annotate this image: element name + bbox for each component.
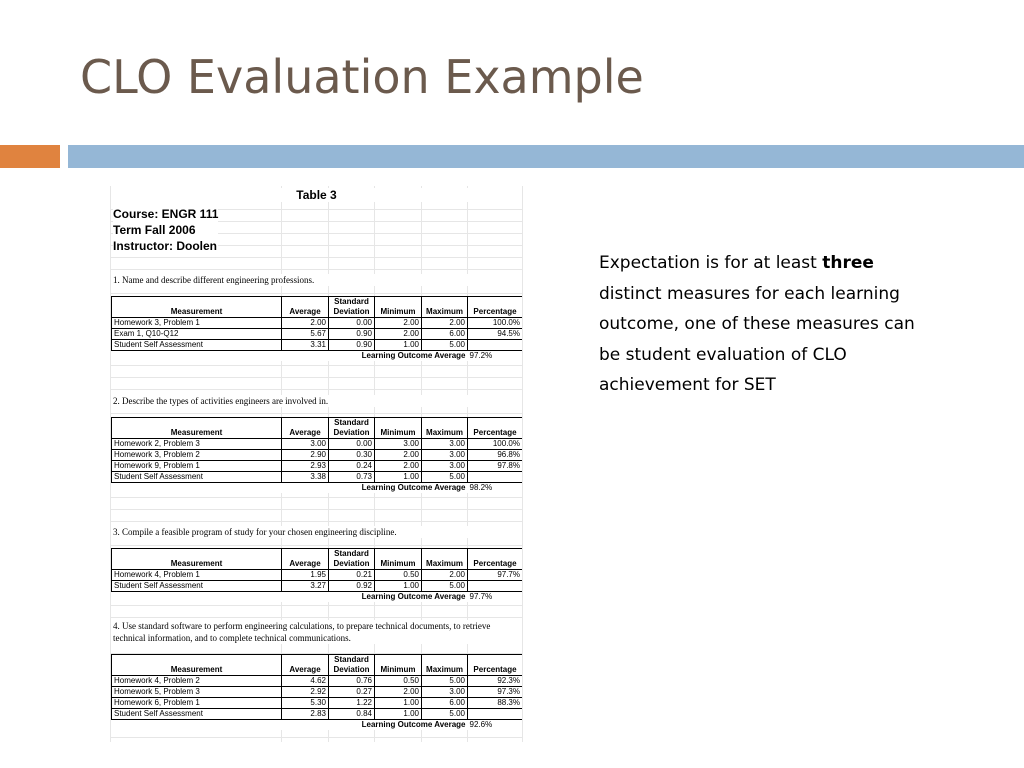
table-cell: Homework 4, Problem 2 — [112, 676, 282, 687]
table-cell: 3.00 — [422, 687, 468, 698]
course-name: Course: ENGR 111 — [113, 207, 219, 221]
col-header-percentage: Percentage — [468, 297, 523, 318]
table-cell: 5.00 — [422, 676, 468, 687]
table-cell: 0.21 — [329, 570, 375, 581]
col-header-measurement: Measurement — [112, 549, 282, 570]
table-cell: 1.00 — [375, 709, 422, 720]
blank-cell — [112, 720, 282, 731]
table-cell: 6.00 — [422, 329, 468, 340]
outcome-average-row — [112, 720, 523, 731]
table-cell: 0.27 — [329, 687, 375, 698]
measures-table — [111, 548, 523, 602]
table-cell: 5.00 — [422, 709, 468, 720]
col-header-minimum: Minimum — [375, 549, 422, 570]
measures-table — [111, 417, 523, 493]
col-header-std-dev — [329, 418, 375, 439]
table-row — [112, 570, 523, 581]
blank-cell — [282, 483, 329, 494]
table-cell: 0.73 — [329, 472, 375, 483]
col-header-percentage: Percentage — [468, 655, 523, 676]
blank-cell — [282, 351, 329, 362]
course-info — [113, 206, 218, 254]
table-cell: 3.38 — [282, 472, 329, 483]
table-cell: 5.67 — [282, 329, 329, 340]
table-cell: Exam 1, Q10-Q12 — [112, 329, 282, 340]
table-cell: 1.00 — [375, 581, 422, 592]
col-header-minimum: Minimum — [375, 297, 422, 318]
table-row — [112, 329, 523, 340]
table-cell: 0.00 — [329, 318, 375, 329]
std-dev-line2: Deviation — [333, 307, 370, 316]
table-cell: 1.95 — [282, 570, 329, 581]
table-cell: 1.00 — [375, 472, 422, 483]
table-cell: 5.00 — [422, 581, 468, 592]
table-cell: Homework 9, Problem 1 — [112, 461, 282, 472]
col-header-average: Average — [282, 549, 329, 570]
table-cell: Student Self Assessment — [112, 581, 282, 592]
col-header-std-dev — [329, 549, 375, 570]
outcome-heading: 1. Name and describe different engineering professions. — [111, 274, 522, 286]
outcome-average-row — [112, 592, 523, 603]
table-cell: 6.00 — [422, 698, 468, 709]
outcome-heading: 2. Describe the types of activities engineers are involved in. — [111, 395, 522, 407]
table-cell: 2.00 — [375, 318, 422, 329]
table-cell: 2.00 — [375, 687, 422, 698]
col-header-measurement: Measurement — [112, 418, 282, 439]
table-cell: 3.31 — [282, 340, 329, 351]
col-header-minimum: Minimum — [375, 655, 422, 676]
blank-cell — [112, 351, 282, 362]
table-cell: 2.93 — [282, 461, 329, 472]
measures-table — [111, 654, 523, 730]
col-header-average: Average — [282, 655, 329, 676]
table-cell — [468, 472, 523, 483]
col-header-std-dev — [329, 655, 375, 676]
outcome-section — [111, 620, 522, 730]
table-cell: 0.90 — [329, 340, 375, 351]
table-cell — [468, 709, 523, 720]
col-header-percentage: Percentage — [468, 418, 523, 439]
table-row — [112, 340, 523, 351]
table-cell: 3.27 — [282, 581, 329, 592]
outcome-heading: 4. Use standard software to perform engineering calculations, to prepare technical documents, to retrieve technical information, and to complete technical communications. — [111, 620, 522, 644]
table-cell: Homework 5, Problem 3 — [112, 687, 282, 698]
table-cell: 97.3% — [468, 687, 523, 698]
table-cell: 0.50 — [375, 676, 422, 687]
outcome-average-value: 97.2% — [469, 351, 493, 360]
col-header-maximum: Maximum — [422, 655, 468, 676]
table-row — [112, 709, 523, 720]
std-dev-line1: Standard — [334, 418, 369, 427]
outcome-section — [111, 395, 522, 493]
table-cell: 2.00 — [375, 329, 422, 340]
outcome-average-value: 98.2% — [469, 483, 493, 492]
table-cell: 3.00 — [422, 461, 468, 472]
course-instructor: Instructor: Doolen — [113, 239, 217, 253]
spreadsheet-image — [110, 186, 523, 742]
col-header-maximum: Maximum — [422, 297, 468, 318]
blank-cell — [282, 720, 329, 731]
table-cell: 2.00 — [422, 570, 468, 581]
table-cell: 5.30 — [282, 698, 329, 709]
table-cell: 0.24 — [329, 461, 375, 472]
col-header-maximum: Maximum — [422, 549, 468, 570]
table-cell: Student Self Assessment — [112, 709, 282, 720]
table-cell: 0.90 — [329, 329, 375, 340]
outcome-average-value: 92.6% — [469, 720, 493, 729]
col-header-std-dev — [329, 297, 375, 318]
outcome-average-value: 97.7% — [469, 592, 493, 601]
table-cell: 0.92 — [329, 581, 375, 592]
table-cell: Homework 2, Problem 3 — [112, 439, 282, 450]
table-row — [112, 461, 523, 472]
table-row — [112, 676, 523, 687]
table-cell — [468, 581, 523, 592]
table-row — [112, 450, 523, 461]
std-dev-line1: Standard — [334, 655, 369, 664]
table-cell: 2.92 — [282, 687, 329, 698]
table-cell: 0.50 — [375, 570, 422, 581]
measures-table — [111, 296, 523, 361]
col-header-average: Average — [282, 297, 329, 318]
expectation-rest: distinct measures for each learning outcome, one of these measures can be student evaluation of CLO achievement for SET — [599, 283, 915, 395]
table-cell: 100.0% — [468, 439, 523, 450]
table-cell: 2.00 — [282, 318, 329, 329]
table-cell: Homework 4, Problem 1 — [112, 570, 282, 581]
outcome-average-label: Learning Outcome Average — [361, 351, 466, 360]
expectation-text — [599, 248, 929, 401]
table-cell: Student Self Assessment — [112, 472, 282, 483]
outcome-average-row — [112, 483, 523, 494]
table-cell: 3.00 — [282, 439, 329, 450]
std-dev-line1: Standard — [334, 549, 369, 558]
col-header-minimum: Minimum — [375, 418, 422, 439]
std-dev-line1: Standard — [334, 297, 369, 306]
table-row — [112, 472, 523, 483]
table-cell: 0.84 — [329, 709, 375, 720]
table-cell: Homework 3, Problem 2 — [112, 450, 282, 461]
table-cell: 94.5% — [468, 329, 523, 340]
col-header-maximum: Maximum — [422, 418, 468, 439]
table-cell: 97.7% — [468, 570, 523, 581]
expectation-lead: Expectation is for at least — [599, 253, 823, 273]
accent-bar — [0, 145, 60, 168]
table-cell: 5.00 — [422, 340, 468, 351]
table-cell: 88.3% — [468, 698, 523, 709]
table-cell: 0.76 — [329, 676, 375, 687]
table-cell: Homework 3, Problem 1 — [112, 318, 282, 329]
table-row — [112, 439, 523, 450]
table-row — [112, 687, 523, 698]
col-header-average: Average — [282, 418, 329, 439]
expectation-emphasis: three — [822, 253, 874, 273]
outcome-average-row — [112, 351, 523, 362]
table-cell: 92.3% — [468, 676, 523, 687]
outcome-average-label: Learning Outcome Average — [361, 720, 466, 729]
table-caption: Table 3 — [111, 188, 522, 202]
blank-cell — [112, 483, 282, 494]
table-cell: 2.00 — [375, 461, 422, 472]
table-row — [112, 698, 523, 709]
table-cell: 100.0% — [468, 318, 523, 329]
table-row — [112, 581, 523, 592]
table-cell: 1.00 — [375, 698, 422, 709]
table-cell: 3.00 — [375, 439, 422, 450]
outcome-heading: 3. Compile a feasible program of study for your chosen engineering discipline. — [111, 526, 522, 538]
table-cell: 1.22 — [329, 698, 375, 709]
col-header-measurement: Measurement — [112, 297, 282, 318]
course-term: Term Fall 2006 — [113, 223, 196, 237]
blank-cell — [112, 592, 282, 603]
outcome-average-label: Learning Outcome Average — [361, 592, 466, 601]
table-cell: 5.00 — [422, 472, 468, 483]
slide-title: CLO Evaluation Example — [80, 50, 644, 104]
table-cell: 2.00 — [422, 318, 468, 329]
table-cell: 97.8% — [468, 461, 523, 472]
table-cell: 0.30 — [329, 450, 375, 461]
table-cell: 3.00 — [422, 450, 468, 461]
blank-cell — [282, 592, 329, 603]
table-cell: 3.00 — [422, 439, 468, 450]
outcome-section — [111, 526, 522, 602]
outcome-section — [111, 274, 522, 361]
table-cell: Student Self Assessment — [112, 340, 282, 351]
table-cell: 2.83 — [282, 709, 329, 720]
std-dev-line2: Deviation — [333, 559, 370, 568]
table-cell: 4.62 — [282, 676, 329, 687]
table-cell — [468, 340, 523, 351]
table-cell: 2.00 — [375, 450, 422, 461]
std-dev-line2: Deviation — [333, 428, 370, 437]
outcome-average-label: Learning Outcome Average — [361, 483, 466, 492]
table-cell: 2.90 — [282, 450, 329, 461]
col-header-percentage: Percentage — [468, 549, 523, 570]
table-cell: Homework 6, Problem 1 — [112, 698, 282, 709]
table-cell: 1.00 — [375, 340, 422, 351]
std-dev-line2: Deviation — [333, 665, 370, 674]
title-rule — [68, 145, 1024, 168]
table-cell: 0.00 — [329, 439, 375, 450]
table-row — [112, 318, 523, 329]
table-cell: 96.8% — [468, 450, 523, 461]
col-header-measurement: Measurement — [112, 655, 282, 676]
